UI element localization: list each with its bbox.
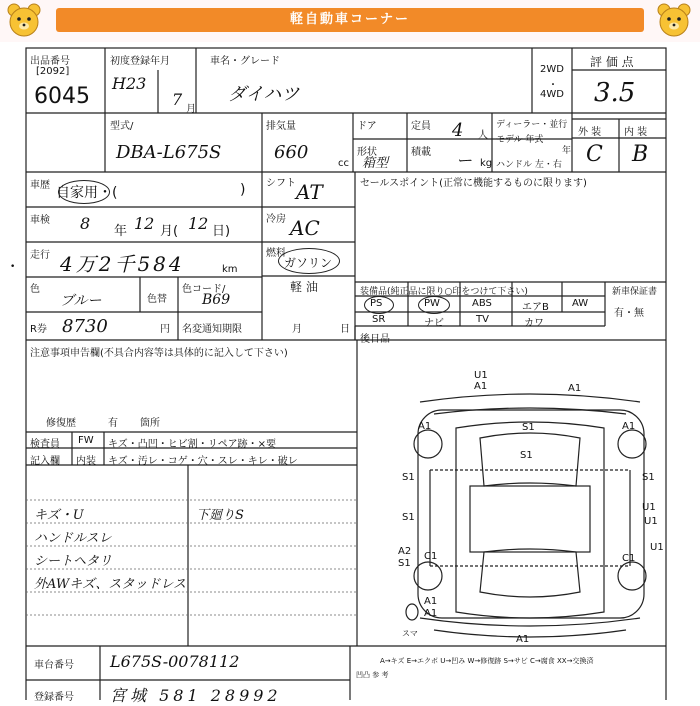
type-label: 型式/ — [110, 121, 134, 132]
later-date-label: 後日品 — [360, 334, 390, 345]
month-unit: 月 — [186, 104, 196, 115]
shape-label: 形状 — [357, 147, 377, 158]
equip-airbag: エアB — [522, 302, 549, 313]
expiry-day: 日 — [340, 324, 350, 335]
checker-label: 検査員 — [30, 439, 60, 450]
interior-grade: B — [632, 142, 649, 167]
equip-pw: PW — [424, 298, 440, 309]
damage-mark: S1 — [642, 472, 655, 483]
expiry-label: 名変通知期限 — [182, 324, 242, 335]
inspection-label: 車検 — [30, 215, 50, 226]
expiry-month: 月 — [292, 324, 302, 335]
equip-ps-circle — [364, 296, 394, 314]
comment-line: ハンドルスレ — [34, 531, 112, 546]
drive-dot: ・ — [548, 80, 558, 91]
bear-mascot-icon — [656, 2, 692, 38]
interior-label: 内 装 — [624, 127, 648, 138]
comment-line: 下廻りS — [196, 508, 244, 523]
capacity-unit: 人 — [478, 130, 488, 141]
bear-mascot-icon — [6, 2, 42, 38]
ac-label: 冷房 — [266, 214, 286, 225]
history-value: 自家用・( — [56, 185, 118, 201]
first-reg-month: 7 — [172, 90, 183, 109]
year-unit: 年 — [562, 146, 572, 156]
damage-mark: S1 — [520, 450, 533, 461]
legend-line: A→キズ E→エクボ U→凹み W→修復跡 S→サビ C→腐食 XX→交換済 — [380, 657, 594, 665]
chassis-value: L675S-0078112 — [110, 652, 240, 671]
fuel-circle — [278, 248, 340, 274]
comment-line: キズ・U — [34, 508, 84, 523]
inspection-day-unit: 日) — [212, 224, 231, 239]
type-value: DBA-L675S — [116, 142, 222, 163]
damage-mark: S1 — [522, 422, 535, 433]
new-warranty-label: 新車保証書 — [612, 287, 658, 297]
paint-label: 色替 — [147, 294, 167, 305]
damage-mark: S1 — [402, 472, 415, 483]
shift-value: AT — [296, 180, 323, 204]
damage-mark: C1 — [424, 551, 438, 562]
damage-mark: A2 — [398, 546, 412, 557]
score-value: 3.5 — [594, 78, 636, 108]
damage-mark: A1 — [516, 634, 530, 645]
inspection-day: 12 — [188, 214, 209, 233]
first-reg-era: H23 — [112, 74, 147, 93]
inspection-year: 8 — [80, 214, 91, 233]
selling-points-label: セールスポイント(正常に機能するものに限ります) — [360, 178, 587, 189]
history-close: ) — [240, 182, 246, 198]
recycle-label: R券 — [30, 324, 47, 335]
damage-mark: U1 — [642, 502, 656, 513]
damage-mark: A1 — [424, 596, 438, 607]
load-label: 積載 — [411, 147, 431, 158]
km-unit: km — [222, 264, 238, 275]
damage-mark: U1 — [644, 516, 658, 527]
banner — [0, 0, 700, 42]
score-label: 評 価 点 — [590, 55, 634, 69]
equip-aw: AW — [572, 298, 589, 309]
fuel-value: ガソリン — [284, 256, 333, 270]
mileage-label: 走行 — [30, 250, 50, 261]
damage-mark: A1 — [424, 608, 438, 619]
comment-line: シートヘタリ — [34, 554, 113, 569]
fuel-label: 燃料 — [266, 248, 286, 259]
damage-mark: A1 — [474, 381, 488, 392]
capacity-value: 4 — [452, 120, 464, 141]
color-label: 色 — [30, 284, 40, 295]
exterior-grade: C — [586, 142, 603, 167]
label-smart: スマ — [402, 629, 418, 638]
margin-dot: • — [10, 262, 16, 272]
inspection-month: 12 — [134, 214, 155, 233]
shape-value: 箱型 — [362, 156, 389, 171]
fw-items: キズ・凸凹・ヒビ割・リペア跡・×要 — [108, 439, 276, 450]
inspection-month-unit: 月( — [160, 224, 179, 239]
damage-mark: A1 — [568, 383, 582, 394]
reg-value: 宮城 581 28992 — [110, 686, 282, 705]
history-label: 車歴 — [30, 180, 50, 191]
kg-unit: kg — [480, 158, 493, 169]
color-code: B69 — [202, 292, 231, 308]
lot-label: 出品番号 — [30, 56, 70, 67]
writer-label: 記入欄 — [30, 456, 60, 467]
equip-abs: ABS — [472, 298, 492, 309]
interior-items: キズ・汚レ・コゲ・穴・スレ・キレ・破レ — [108, 456, 298, 467]
shift-label: シフト — [266, 178, 296, 189]
recycle-value: 8730 — [62, 316, 108, 337]
damage-mark: U1 — [474, 370, 488, 381]
mileage-value: 4万2千584 — [60, 252, 185, 276]
displacement-value: 660 — [274, 142, 309, 163]
door-label: ドア — [357, 121, 377, 132]
equip-sr: SR — [372, 314, 386, 325]
exterior-label: 外 装 — [578, 127, 602, 138]
damage-mark: U1 — [650, 542, 664, 553]
repair-label: 修復歴 — [46, 418, 76, 429]
dealer-label: ディーラー・並行 — [496, 120, 568, 130]
damage-mark: S1 — [398, 558, 411, 569]
interior-check-label: 内装 — [76, 456, 96, 467]
equip-leather: カワ — [524, 318, 544, 329]
equip-navi: ナビ — [424, 318, 444, 329]
repair-place: 箇所 — [140, 418, 160, 429]
equip-ps: PS — [370, 298, 383, 309]
chassis-label: 車台番号 — [34, 660, 74, 671]
model-name: ダイハツ — [228, 84, 300, 105]
color-value: ブルー — [60, 293, 102, 309]
capacity-label: 定員 — [411, 121, 431, 132]
displacement-label: 排気量 — [266, 121, 296, 132]
fw-label: FW — [78, 435, 94, 446]
color-code-label: 色コード/ — [182, 284, 226, 295]
notes-label: 注意事項申告欄(不具合内容等は具体的に記入して下さい) — [30, 348, 288, 359]
fuel-diesel: 軽 油 — [290, 280, 318, 294]
damage-mark: A1 — [622, 421, 636, 432]
ac-value: AC — [290, 216, 320, 240]
damage-mark: C1 — [622, 553, 636, 564]
first-reg-label: 初度登録年月 — [110, 56, 170, 67]
reg-label: 登録番号 — [34, 692, 74, 703]
damage-mark: A1 — [418, 421, 432, 432]
handle-label: ハンドル 左・右 — [496, 160, 562, 170]
lot-number: 6045 — [34, 84, 90, 109]
equip-pw-circle — [418, 296, 450, 314]
repair-value: 有 — [108, 418, 118, 429]
cc-unit: cc — [338, 158, 349, 169]
lot-sub: [2092] — [36, 66, 70, 77]
equipment-label: 装備品(純正品に限り○印をつけて下さい) — [360, 287, 528, 297]
comment-line: 外AWキズ、スタッドレス — [34, 577, 186, 592]
drive-2wd: 2WD — [540, 64, 564, 75]
load-value: ー — [456, 151, 473, 170]
drive-4wd: 4WD — [540, 89, 564, 100]
model-label: 車名・グレード — [210, 56, 280, 67]
inspection-year-unit: 年 — [114, 224, 128, 239]
banner-title: 軽自動車コーナー — [289, 12, 410, 27]
legend-line: 凹凸 参 考 — [356, 671, 389, 679]
history-circle — [58, 180, 110, 204]
model-year-label: モデル 年式 — [496, 135, 544, 145]
new-warranty-value: 有・無 — [614, 308, 644, 319]
yen-unit: 円 — [160, 324, 170, 335]
equip-tv: TV — [476, 314, 489, 325]
damage-mark: S1 — [402, 512, 415, 523]
